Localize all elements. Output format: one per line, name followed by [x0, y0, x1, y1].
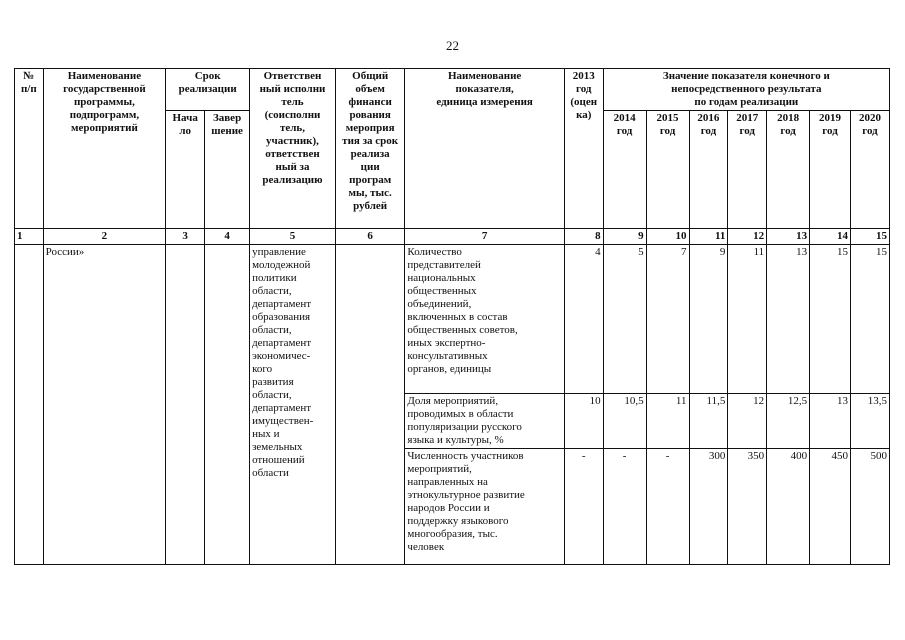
- header-start: Нача ло: [166, 111, 205, 229]
- header-year-2017: 2017 год: [728, 111, 767, 229]
- header-values-title: Значение показателя конечного и непосредственного результата по годам реализации: [603, 69, 889, 111]
- column-number: 14: [810, 229, 851, 245]
- funding-cell: [335, 245, 405, 565]
- value-2013-cell: -: [564, 449, 603, 565]
- value-2019-cell: 13: [810, 394, 851, 449]
- responsible-cell: управление молодежной политики области, департамент образования области, департамент экономичес- кого развития области, департамент имуществен- ных и земельных отношений области: [250, 245, 336, 565]
- table-row: [15, 245, 890, 394]
- value-2014-cell: 5: [603, 245, 646, 394]
- header-year-2015: 2015 год: [646, 111, 689, 229]
- header-year-2018: 2018 год: [767, 111, 810, 229]
- column-number: 2: [43, 229, 166, 245]
- indicator-cell: Количество представителей национальных общественных объединений, включенных в состав общественных советов, иных экспертно- консультативных органов, единицы: [405, 245, 564, 394]
- value-2016-cell: 300: [689, 449, 728, 565]
- header-year-2019: 2019 год: [810, 111, 851, 229]
- value-2014-cell: 10,5: [603, 394, 646, 449]
- header-year-2016: 2016 год: [689, 111, 728, 229]
- value-2017-cell: 11: [728, 245, 767, 394]
- column-number: 12: [728, 229, 767, 245]
- page-number: 22: [446, 38, 459, 53]
- column-number: 10: [646, 229, 689, 245]
- value-2015-cell: -: [646, 449, 689, 565]
- value-2015-cell: 11: [646, 394, 689, 449]
- header-program-name: Наименование государственной программы, подпрограмм, мероприятий: [43, 69, 166, 229]
- header-2013: 2013 год (оцен ка): [564, 69, 603, 229]
- value-2015-cell: 7: [646, 245, 689, 394]
- column-number: 6: [335, 229, 405, 245]
- column-number: 13: [767, 229, 810, 245]
- value-2019-cell: 15: [810, 245, 851, 394]
- indicator-table: [14, 68, 890, 565]
- column-number: 7: [405, 229, 564, 245]
- value-2020-cell: 500: [850, 449, 889, 565]
- value-2017-cell: 12: [728, 394, 767, 449]
- value-2014-cell: -: [603, 449, 646, 565]
- value-2019-cell: 450: [810, 449, 851, 565]
- value-2016-cell: 9: [689, 245, 728, 394]
- header-end: Завер шение: [205, 111, 250, 229]
- indicator-cell: Численность участников мероприятий, направленных на этнокультурное развитие народов России и поддержку языкового многообразия, тыс. человек: [405, 449, 564, 565]
- column-number: 11: [689, 229, 728, 245]
- start-cell: [166, 245, 205, 565]
- value-2020-cell: 13,5: [850, 394, 889, 449]
- value-2018-cell: 12,5: [767, 394, 810, 449]
- column-number: 9: [603, 229, 646, 245]
- column-number: 15: [850, 229, 889, 245]
- header-row-main: [15, 69, 890, 111]
- column-number: 5: [250, 229, 336, 245]
- header-funding: Общий объем финанси рования мероприя тия за срок реализа ции програм мы, тыс. рублей: [335, 69, 405, 229]
- column-number: 1: [15, 229, 44, 245]
- column-number: 8: [564, 229, 603, 245]
- program-name-cell: России»: [43, 245, 166, 565]
- value-2018-cell: 13: [767, 245, 810, 394]
- column-number: 3: [166, 229, 205, 245]
- value-2017-cell: 350: [728, 449, 767, 565]
- value-2013-cell: 4: [564, 245, 603, 394]
- header-indicator: Наименование показателя, единица измерения: [405, 69, 564, 229]
- value-2020-cell: 15: [850, 245, 889, 394]
- header-num: № п/п: [15, 69, 44, 229]
- header-year-2020: 2020 год: [850, 111, 889, 229]
- indicator-cell: Доля мероприятий, проводимых в области популяризации русского языка и культуры, %: [405, 394, 564, 449]
- value-2013-cell: 10: [564, 394, 603, 449]
- header-responsible: Ответствен ный исполни тель (соисполни тель, участник), ответствен ный за реализацию: [250, 69, 336, 229]
- value-2018-cell: 400: [767, 449, 810, 565]
- header-term: Срок реализации: [166, 69, 250, 111]
- row-num-cell: [15, 245, 44, 565]
- value-2016-cell: 11,5: [689, 394, 728, 449]
- header-year-2014: 2014 год: [603, 111, 646, 229]
- column-numbers-row: [15, 229, 890, 245]
- end-cell: [205, 245, 250, 565]
- column-number: 4: [205, 229, 250, 245]
